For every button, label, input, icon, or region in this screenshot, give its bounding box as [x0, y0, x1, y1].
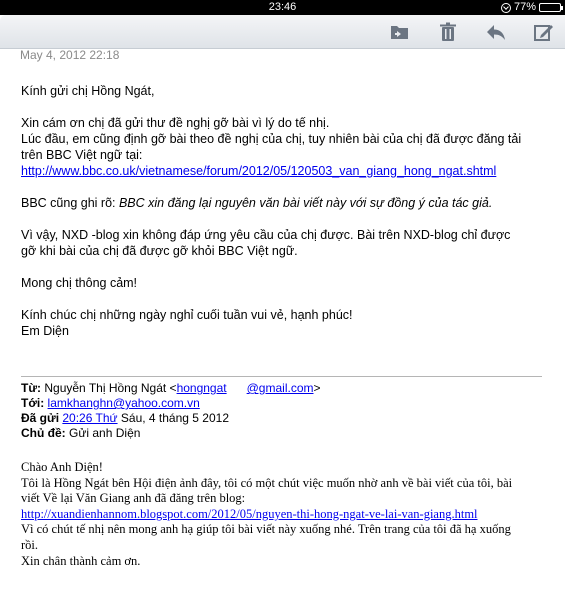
blog-link[interactable]: http://xuandienhannom.blogspot.com/2012/05/nguyen-thi-hong-ngat-ve-lai-van-giang.html	[21, 506, 478, 521]
folder-move-icon[interactable]	[388, 21, 412, 43]
subject-text: Gửi anh Diện	[69, 426, 141, 440]
quote-divider	[21, 376, 542, 377]
paragraph-3-line-2: gỡ khi bài của chị đã được gỡ khỏi BBC Việt ngữ.	[21, 244, 298, 258]
signature: Em Diện	[21, 324, 69, 338]
paragraph-1-line-3: trên BBC Việt ngữ tại:	[21, 148, 143, 162]
subject-label: Chủ đề:	[21, 426, 66, 440]
quoted-body	[21, 460, 541, 569]
to-row	[21, 396, 541, 411]
status-bar	[0, 0, 565, 15]
battery-icon	[539, 3, 561, 12]
from-close: >	[313, 381, 321, 395]
from-domain-link[interactable]: @gmail.com	[246, 381, 314, 395]
sent-row	[21, 411, 541, 426]
trash-icon[interactable]	[436, 21, 460, 43]
quoted-line-1: Tôi là Hồng Ngát bên Hội điện ảnh đây, tôi có một chút việc muốn nhờ anh về bài viết của tôi, bài	[21, 475, 513, 490]
compose-icon[interactable]	[532, 21, 556, 43]
from-label: Từ:	[21, 381, 42, 395]
paragraph-1-line-1: Xin cám ơn chị đã gửi thư đề nghị gỡ bài vì lý do tế nhị.	[21, 116, 330, 130]
rotation-lock-icon	[501, 3, 511, 13]
from-user-link[interactable]: hongngat	[176, 381, 227, 395]
paragraph-2	[21, 195, 541, 211]
quoted-line-4: rồi.	[21, 537, 39, 552]
quoted-line-5: Xin chân thành cảm ơn.	[21, 553, 141, 568]
sent-date: Sáu, 4 tháng 5 2012	[117, 411, 229, 425]
sent-label: Đã gửi	[21, 411, 60, 425]
bbc-quote: BBC xin đăng lại nguyên văn bài viết này với sự đồng ý của tác giả.	[118, 196, 493, 210]
reply-icon[interactable]	[484, 21, 508, 43]
message-date: May 4, 2012 22:18	[20, 48, 120, 62]
subject-row	[21, 426, 541, 441]
paragraph-2-prefix: BBC cũng ghi rõ:	[21, 196, 119, 210]
paragraph-4: Mong chị thông cảm!	[21, 276, 138, 290]
status-right	[501, 0, 561, 15]
paragraph-1-line-2: Lúc đầu, em cũng định gỡ bài theo đề nghị của chị, tuy nhiên bài của chị đã được đăng tải	[21, 132, 522, 146]
quoted-headers	[21, 381, 541, 441]
from-name: Nguyễn Thị Hồng Ngát <	[44, 381, 177, 395]
sent-time-link[interactable]: 20:26 Thứ	[62, 411, 118, 425]
paragraph-3-line-1: Vì vậy, NXD -blog xin không đáp ứng yêu cầu của chị được. Bài trên NXD-blog chỉ được	[21, 228, 511, 242]
bbc-link[interactable]: http://www.bbc.co.uk/vietnamese/forum/2012/05/120503_van_giang_hong_ngat.shtml	[21, 164, 497, 178]
message-toolbar	[0, 15, 565, 49]
message-body	[21, 83, 541, 339]
from-row	[21, 381, 541, 396]
quoted-greeting: Chào Anh Diện!	[21, 460, 103, 474]
quoted-line-3: Vì có chút tế nhị nên mong anh hạ giúp tôi bài viết này xuống nhé. Trên trang của tôi đã hạ xuống	[21, 522, 511, 537]
to-email-link[interactable]: lamkhanghn@yahoo.com.vn	[47, 396, 200, 410]
paragraph-5: Kính chúc chị những ngày nghỉ cuối tuần vui vẻ, hạnh phúc!	[21, 308, 353, 322]
greeting: Kính gửi chị Hồng Ngát,	[21, 84, 155, 98]
battery-percent: 77%	[513, 1, 536, 13]
quoted-line-2: viết Về lại Văn Giang anh đã đăng trên blog:	[21, 491, 246, 506]
to-label: Tới:	[21, 396, 45, 410]
status-time: 23:46	[268, 1, 297, 13]
